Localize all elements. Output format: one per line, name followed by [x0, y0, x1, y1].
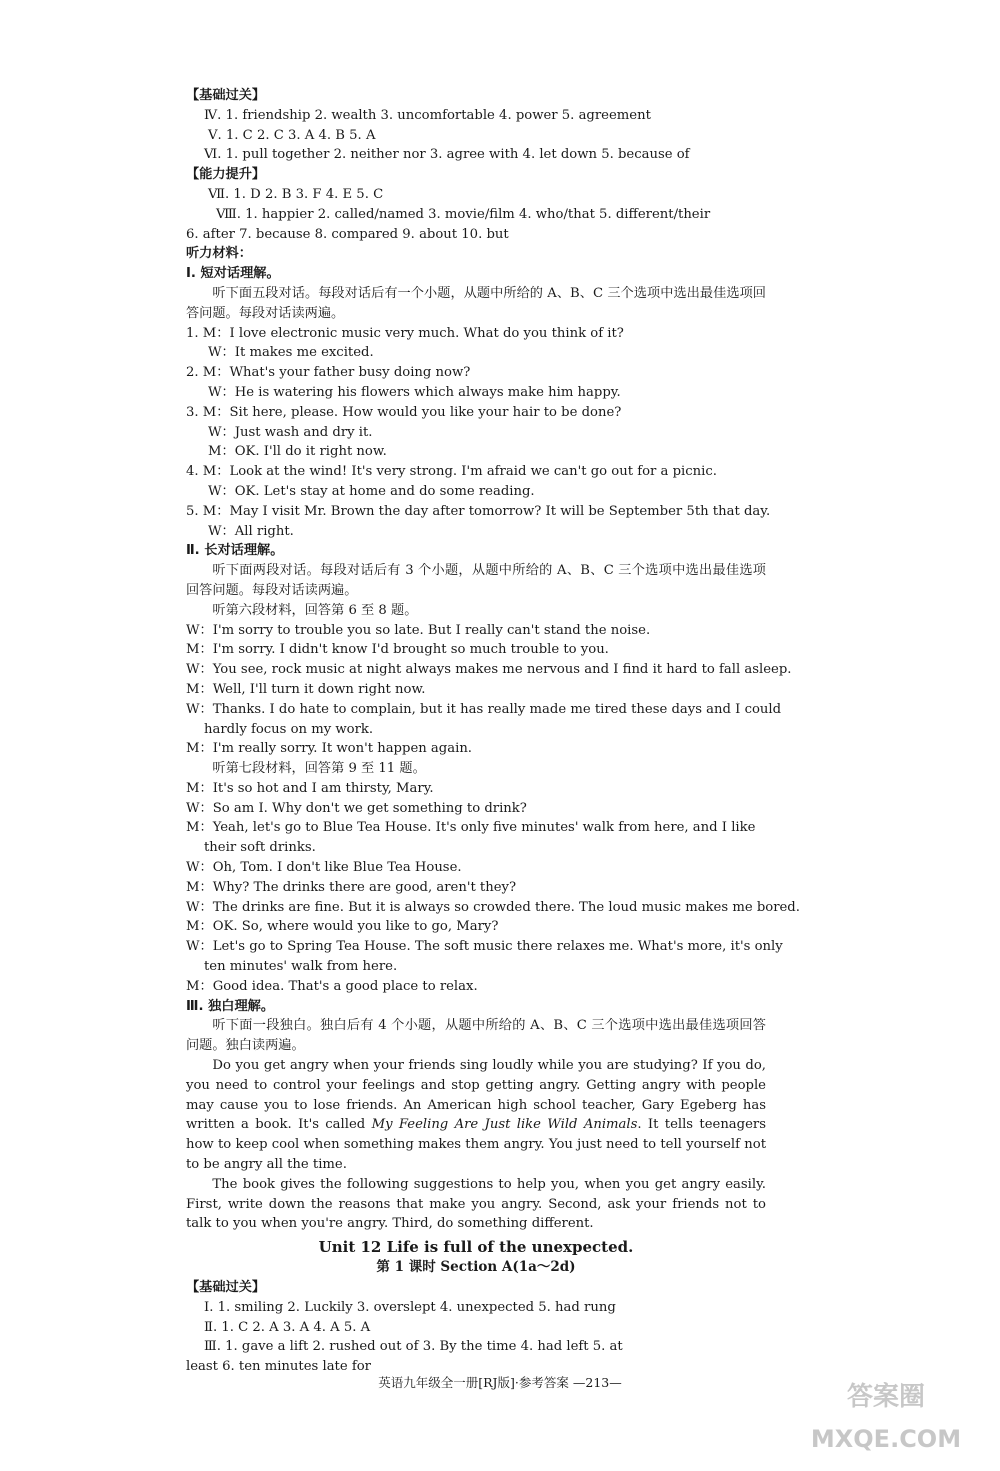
text-line: 【基础过关】: [186, 1280, 266, 1296]
text-line: M：OK. I'll do it right now.: [208, 444, 387, 460]
monologue-paragraph-1: Do you get angry when your friends sing loudly while you are studying? If you do, you need to control your feelings and stop getting angry. Getting angry with people may cause you to lose friends. An American high school teacher, Gary Egeberg has written a book. It's called My Feeling Are Just like Wild Animals. It tells teenagers how to keep cool when something makes them angry. You just need to tell yourself not to be angry all the time.: [186, 1058, 766, 1173]
text-line: W：Thanks. I do hate to complain, but it has really made me tired these days and I could: [186, 701, 782, 717]
watermark-line-1: 答案圈: [846, 1382, 926, 1412]
monologue-text: [186, 1056, 766, 1234]
watermark-logo: [786, 1355, 986, 1465]
text-line: hardly focus on my work.: [204, 721, 374, 737]
text-line: 听力材料：: [186, 246, 252, 262]
text-line: ten minutes' walk from here.: [204, 959, 398, 975]
text-line: W：OK. Let's stay at home and do some reading.: [208, 483, 535, 499]
watermark-line-2: MXQE.COM: [810, 1425, 962, 1453]
text-line: Ⅱ. 长对话理解。: [186, 543, 284, 559]
text-line: W：He is watering his flowers which always make him happy.: [208, 384, 621, 400]
text-line: W：All right.: [208, 523, 294, 539]
text-line: Ⅰ. 1. smiling 2. Luckily 3. overslept 4. unexpected 5. had rung: [204, 1299, 616, 1315]
answer-section-unit12: [186, 1278, 766, 1377]
lesson-title: 第 1 课时 Section A(1a～2d): [376, 1259, 576, 1276]
text-line: W：The drinks are fine. But it is always so crowded there. The loud music makes me bored.: [186, 899, 800, 915]
text-line: W：Let's go to Spring Tea House. The soft music there relaxes me. What's more, it's only: [186, 939, 783, 955]
text-line: Ⅱ. 1. C 2. A 3. A 4. A 5. A: [204, 1319, 371, 1335]
text-line: M：I'm sorry. I didn't know I'd brought so much trouble to you.: [186, 642, 609, 658]
text-line: Ⅲ. 1. gave a lift 2. rushed out of 3. By the time 4. had left 5. at: [204, 1339, 623, 1355]
book-title: My Feeling Are Just like Wild Animals: [371, 1117, 638, 1133]
text-line: 【能力提升】: [186, 167, 266, 183]
text-line: M：Why? The drinks there are good, aren't they?: [186, 879, 517, 895]
text-line: M：Good idea. That's a good place to relax.: [186, 978, 478, 994]
text-line: 听下面五段对话。每段对话后有一个小题，从题中所给的 A、B、C 三个选项中选出最佳选项回答问题。每段对话读两遍。: [186, 285, 766, 321]
text-line: M：It's so hot and I am thirsty, Mary.: [186, 780, 434, 796]
text-line: Ⅵ. 1. pull together 2. neither nor 3. agree with 4. let down 5. because of: [204, 147, 690, 163]
text-line: least 6. ten minutes late for: [186, 1359, 371, 1375]
page-footer: 英语九年级全一册[RJ版]·参考答案 —213—: [378, 1375, 622, 1390]
text-line: their soft drinks.: [204, 840, 316, 856]
text-line: 4. M：Look at the wind! It's very strong. I'm afraid we can't go out for a picnic.: [186, 464, 717, 480]
text-line: M：OK. So, where would you like to go, Mary?: [186, 919, 499, 935]
text-line: W：Just wash and dry it.: [208, 424, 373, 440]
text-line: W：I'm sorry to trouble you so late. But I really can't stand the noise.: [186, 622, 651, 638]
text-line: W：You see, rock music at night always makes me nervous and I find it hard to fall asleep.: [186, 662, 792, 678]
text-line: Ⅷ. 1. happier 2. called/named 3. movie/film 4. who/that 5. different/their: [216, 206, 711, 222]
text-line: 5. M：May I visit Mr. Brown the day after tomorrow? It will be September 5th that day.: [186, 503, 771, 519]
text-line: 2. M：What's your father busy doing now?: [186, 365, 471, 381]
text-line: Ⅰ. 短对话理解。: [186, 266, 280, 282]
text-line: Ⅶ. 1. D 2. B 3. F 4. E 5. C: [208, 186, 384, 202]
text-line: 听下面一段独白。独白后有 4 个小题，从题中所给的 A、B、C 三个选项中选出最佳选项回答问题。独白读两遍。: [186, 1018, 766, 1054]
monologue-paragraph-2: The book gives the following suggestions to help you, when you get angry easily. First, write down the reasons that make you angry. Second, ask your friends not to talk to you when you're angry. Third, do something different.: [186, 1176, 766, 1232]
text-line: 听第七段材料，回答第 9 至 11 题。: [212, 761, 426, 777]
text-line: 1. M：I love electronic music very much. What do you think of it?: [186, 325, 624, 341]
text-line: Ⅲ. 独白理解。: [186, 998, 275, 1014]
text-line: 听下面两段对话。每段对话后有 3 个小题，从题中所给的 A、B、C 三个选项中选出最佳选项回答问题。每段对话读两遍。: [186, 563, 766, 598]
unit-title: Unit 12 Life is full of the unexpected.: [318, 1238, 634, 1257]
text-line: 【基础过关】: [186, 88, 266, 103]
text-line: M：Well, I'll turn it down right now.: [186, 681, 426, 697]
answer-page: [186, 86, 800, 1377]
text-line: M：Yeah, let's go to Blue Tea House. It's only five minutes' walk from here, and I like: [186, 820, 756, 836]
text-line: W：Oh, Tom. I don't like Blue Tea House.: [186, 860, 462, 876]
text-line: Ⅳ. 1. friendship 2. wealth 3. uncomfortable 4. power 5. agreement: [204, 107, 651, 123]
text-line: Ⅴ. 1. C 2. C 3. A 4. B 5. A: [208, 127, 376, 143]
text-line: M：I'm really sorry. It won't happen again.: [186, 741, 473, 757]
text-line: 3. M：Sit here, please. How would you like your hair to be done?: [186, 404, 622, 420]
answer-section-unit11: [186, 86, 800, 1056]
text-line: 6. after 7. because 8. compared 9. about 10. but: [186, 226, 509, 242]
text-line: W：It makes me excited.: [208, 345, 374, 361]
text-line: W：So am I. Why don't we get something to drink?: [186, 800, 527, 816]
text-line: 听第六段材料，回答第 6 至 8 题。: [212, 602, 418, 618]
